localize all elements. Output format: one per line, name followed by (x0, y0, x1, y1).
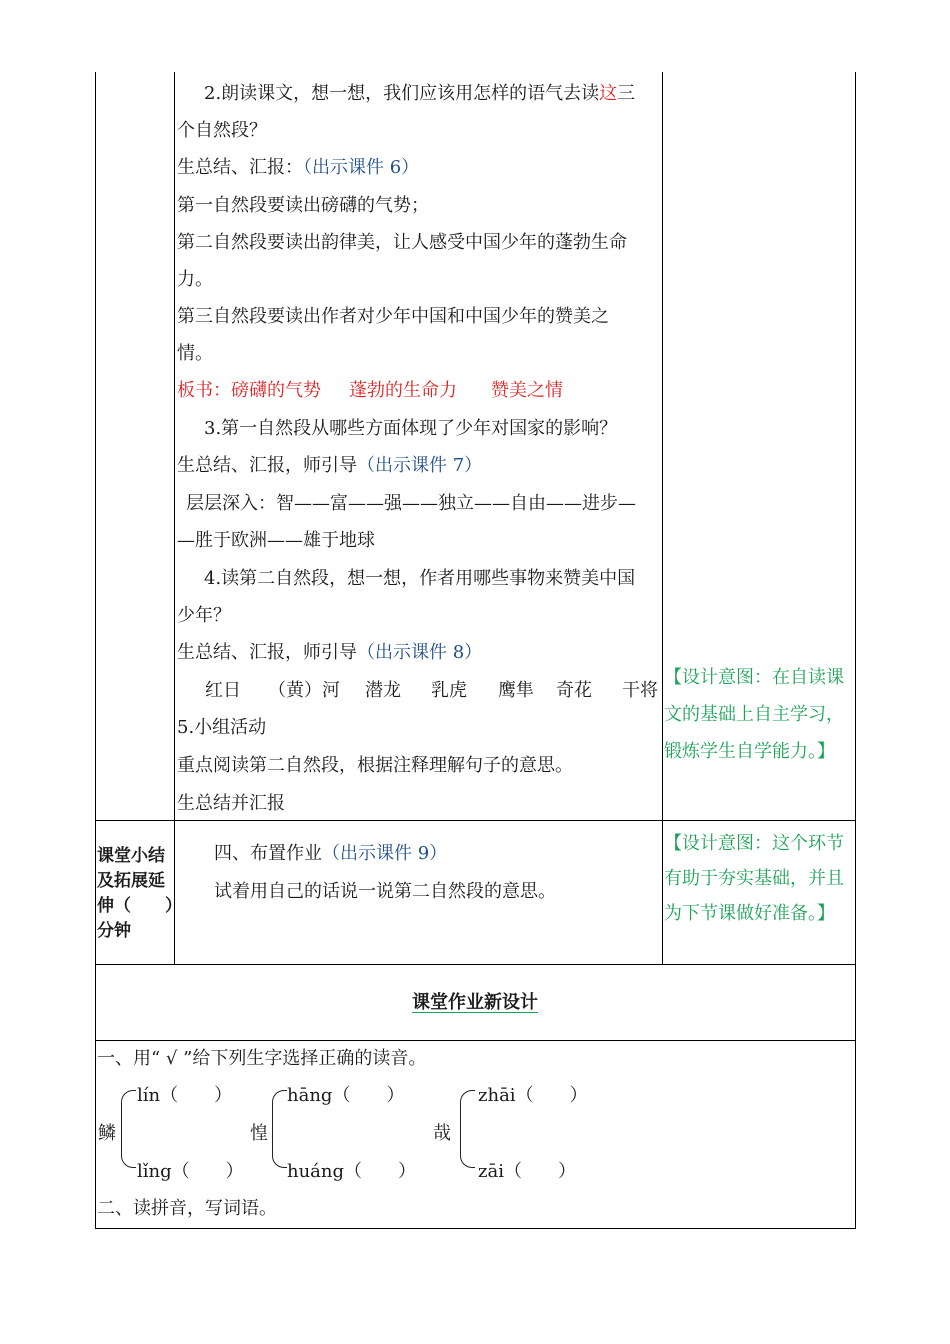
board-notes (177, 379, 563, 403)
summary-2: 生总结、汇报，师引导（出示课件 7） (177, 455, 483, 476)
new-design-title: 课堂作业新设计 (412, 992, 538, 1013)
brace-icon (460, 1090, 475, 1168)
exercise-char: 哉 (433, 1123, 451, 1144)
exercise-char: 鳞 (98, 1123, 116, 1144)
praise-things-word: 潜龙 (365, 680, 401, 701)
paragraph-1-note: 第一自然段要读出磅礴的气势； (177, 195, 429, 216)
exercise-char: 惶 (250, 1123, 268, 1144)
table-bottom-border (95, 1228, 856, 1229)
layers-line1: 层层深入：智——富——强——独立——自由——进步— (186, 493, 636, 514)
design-intent-1-line3: 锻炼学生自学能力。】 (664, 741, 835, 762)
pinyin-option[interactable]: huáng（ ） (287, 1161, 417, 1182)
pinyin-option[interactable]: hāng（ ） (287, 1085, 405, 1106)
paragraph-2-note-line1: 第二自然段要读出韵律美，让人感受中国少年的蓬勃生命 (177, 232, 627, 253)
courseware-7-link[interactable]: （出示课件 7） (357, 455, 483, 476)
question-2-line2: 个自然段？ (177, 120, 267, 141)
praise-things-word: 乳虎 (431, 680, 467, 701)
design-intent-1-line2: 文的基础上自主学习， (664, 704, 844, 725)
table-col1-divider (174, 72, 175, 965)
summary-3: 生总结、汇报，师引导（出示课件 8） (177, 642, 483, 663)
pinyin-option[interactable]: lín（ ） (137, 1085, 233, 1106)
design-intent-2-line1: 【设计意图：这个环节 (664, 833, 844, 854)
question-2-line1: 2.朗读课文，想一想，我们应该用怎样的语气去读这三 (204, 83, 636, 104)
question-4-line1: 4.读第二自然段，想一想，作者用哪些事物来赞美中国 (204, 568, 636, 589)
question-5: 5.小组活动 (177, 717, 267, 738)
question-5-task: 重点阅读第二自然段，根据注释理解句子的意思。 (177, 755, 573, 776)
row-divider-3 (95, 1040, 856, 1041)
courseware-6-link[interactable]: （出示课件 6） (303, 157, 420, 178)
paragraph-3-note-line2: 情。 (177, 343, 213, 364)
pinyin-option[interactable]: zhāi（ ） (478, 1085, 588, 1106)
praise-things-word: 干将 (622, 680, 658, 701)
praise-things-word: 鹰隼 (498, 680, 534, 701)
layers-line2: —胜于欧洲——雄于地球 (177, 530, 375, 551)
board-item: 赞美之情 (491, 380, 563, 401)
design-intent-2-line3: 为下节课做好准备。】 (664, 903, 835, 924)
design-intent-2-line2: 有助于夯实基础，并且 (664, 868, 844, 889)
praise-things-word: 红日 (205, 680, 241, 701)
row-divider-2 (95, 964, 856, 965)
board-label: 板书： (177, 380, 231, 401)
exercise-1-prompt: 一、用“ √ ”给下列生字选择正确的读音。 (97, 1048, 427, 1069)
question-4-line2: 少年？ (177, 605, 231, 626)
exercise-2-prompt: 二、读拼音，写词语。 (97, 1198, 277, 1219)
board-item: 蓬勃的生命力 (349, 380, 457, 401)
summary-row-label-line2: 及拓展延 (97, 871, 165, 891)
paragraph-3-note-line1: 第三自然段要读出作者对少年中国和中国少年的赞美之 (177, 306, 609, 327)
table-left-border (95, 72, 96, 1229)
paragraph-2-note-line2: 力。 (177, 269, 213, 290)
row-divider-1 (95, 820, 856, 821)
table-col2-divider (662, 72, 663, 965)
summary-row-label-line4: 分钟 (97, 921, 131, 941)
pinyin-option[interactable]: zāi（ ） (478, 1161, 576, 1182)
praise-things-word: 奇花 (556, 680, 592, 701)
brace-icon (272, 1090, 287, 1168)
board-item: 磅礴的气势 (231, 380, 321, 401)
table-right-border (855, 72, 856, 1229)
summary-row-label-line3: 伸（ ） (97, 896, 182, 916)
praise-things-word: （黄）河 (268, 680, 340, 701)
question-3: 3.第一自然段从哪些方面体现了少年对国家的影响？ (204, 418, 618, 439)
brace-icon (121, 1090, 136, 1168)
question-5-summary: 生总结并汇报 (177, 793, 285, 814)
courseware-8-link[interactable]: （出示课件 8） (357, 642, 483, 663)
design-intent-1-line1: 【设计意图：在自读课 (664, 667, 844, 688)
summary-row-label-line1: 课堂小结 (97, 846, 165, 866)
homework-task: 试着用自己的话说一说第二自然段的意思。 (214, 881, 556, 902)
summary-1: 生总结、汇报：（出示课件 6） (177, 157, 420, 178)
homework-title: 四、布置作业（出示课件 9） (214, 843, 448, 864)
courseware-9-link[interactable]: （出示课件 9） (322, 843, 448, 864)
pinyin-option[interactable]: lǐng（ ） (137, 1161, 244, 1182)
